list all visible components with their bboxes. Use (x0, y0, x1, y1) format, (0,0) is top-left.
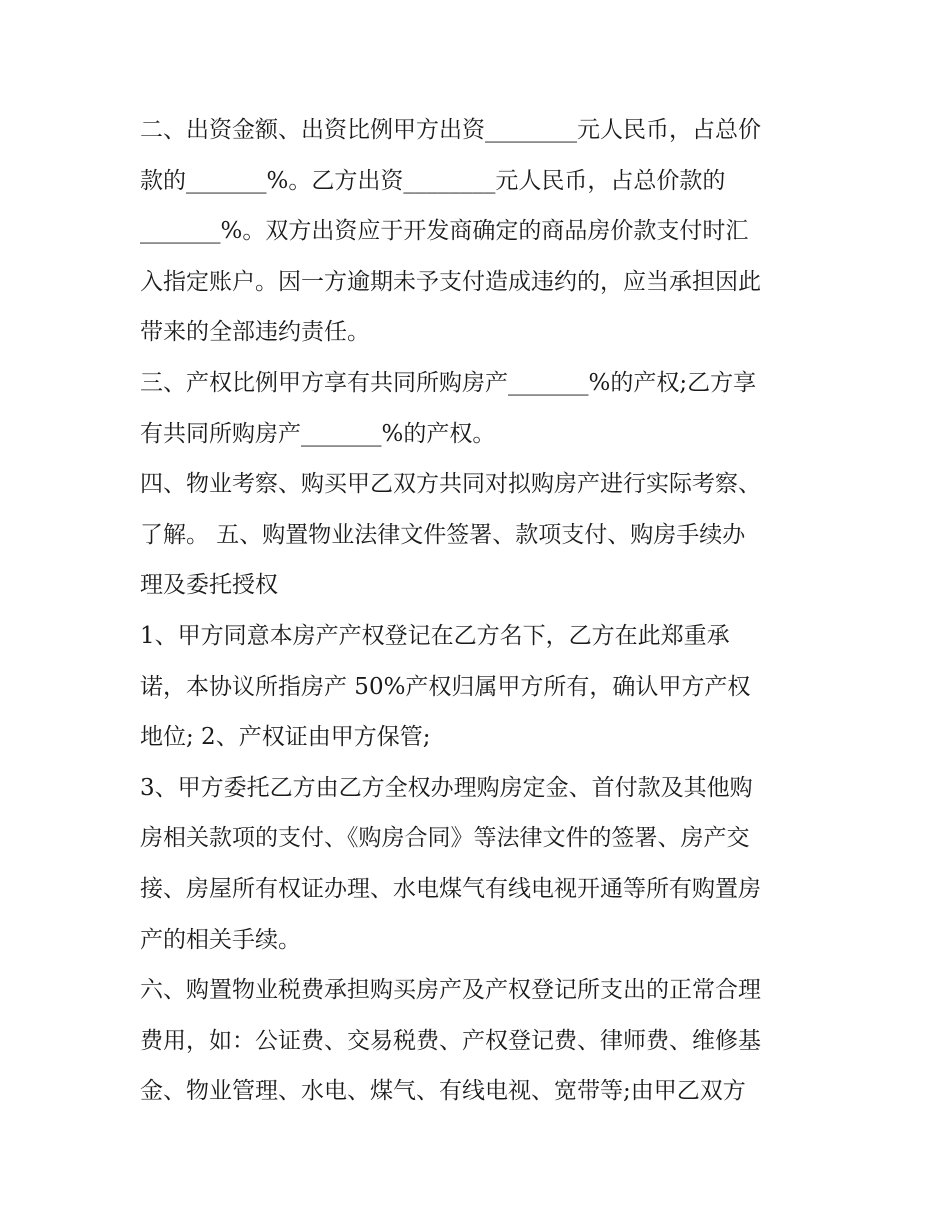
text-line: 带来的全部违约责任。 (140, 319, 370, 346)
text-line: 了解。 五、购置物业法律文件签署、款项支付、购房手续办 (140, 521, 746, 548)
document-body (140, 108, 820, 1120)
text-line: 产的相关手续。 (140, 926, 301, 953)
text-line: 金、物业管理、水电、煤气、有线电视、宽带等;由甲乙双方 (140, 1078, 746, 1105)
text-line: 接、房屋所有权证办理、水电煤气有线电视开通等所有购置房 (140, 875, 761, 902)
text-line: 二、出资金额、出资比例甲方出资________元人民币，占总价 (140, 117, 761, 143)
text-line: 四、物业考察、购买甲乙双方共同对拟购房产进行实际考察、 (140, 471, 761, 498)
text-line: 六、购置物业税费承担购买房产及产权登记所支出的正常合理 (140, 977, 761, 1004)
text-line: 有共同所购房产_______%的产权。 (140, 420, 496, 447)
text-line: 入指定账户。因一方逾期未予支付造成违约的，应当承担因此 (140, 268, 761, 295)
text-line: 1、甲方同意本房产产权登记在乙方名下，乙方在此郑重承 (140, 622, 730, 649)
text-line: 诺，本协议所指房产 50%产权归属甲方所有，确认甲方产权 (140, 673, 751, 700)
text-line: 款的_______%。乙方出资________元人民币，占总价款的 (140, 167, 726, 194)
text-line: 三、产权比例甲方享有共同所购房产_______%的产权;乙方享 (140, 369, 757, 396)
text-line: 费用，如：公证费、交易税费、产权登记费、律师费、维修基 (140, 1027, 761, 1054)
text-line: 地位; 2、产权证由甲方保管; (140, 724, 431, 751)
text-line: _______%。双方出资应于开发商确定的商品房价款支付时汇 (140, 218, 749, 245)
text-line: 房相关款项的支付、《购房合同》等法律文件的签署、房产交 (140, 825, 750, 852)
text-line: 理及委托授权 (140, 572, 278, 599)
text-line: 3、甲方委托乙方由乙方全权办理购房定金、首付款及其他购 (140, 774, 753, 801)
